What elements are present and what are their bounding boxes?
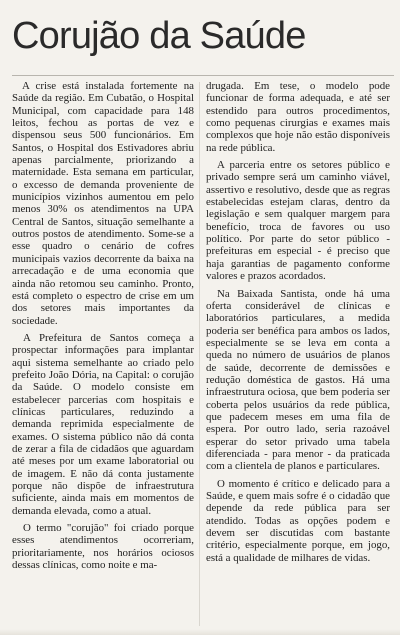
column-divider [199, 82, 200, 626]
page-edge [0, 629, 400, 635]
paragraph: O termo "corujão" foi criado porque esses atendimentos ocorreriam, prioritariamente, nos horários ociosos dessas clínicas, como noite e ma- [12, 522, 194, 572]
paragraph: drugada. Em tese, o modelo pode funcionar de forma adequada, e até ser estendido para outros procedimentos, como pequenas cirurgias e exames mais complexos que hoje não estão disponíveis na rede pública. [206, 80, 390, 154]
paragraph: O momento é crítico e delicado para a Saúde, e quem mais sofre é o cidadão que depende da rede pública para ser atendido. Todas as opções podem e devem ser discutidas com bastante critério, especialmente porque, em jogo, está a qualidade de milhares de vidas. [206, 477, 390, 564]
article-column-left [12, 80, 194, 628]
paragraph: A crise está instalada fortemente na Saúde da região. Em Cubatão, o Hospital Municipal, com capacidade para 148 leitos, fechou as portas de vez e dispensou seus 500 funcionários. Em Santos, o Hospital dos Estivadores abriu apenas parcialmente, priorizando a maternidade. Esta semana em particular, o excesso de demanda proveniente de municípios vizinhos aumentou em pelo menos 30% os atendimentos na UPA Central de Santos, situação semelhante a outros postos de atendimento. Some-se a esse quadro o cenário de cofres municipais vazios decorrente da baixa na arrecadação e de uma economia que ainda não retomou seu caminho. Pronto, está completo o espectro de crise em um dos setores mais importantes da sociedade. [12, 80, 194, 327]
paragraph: Na Baixada Santista, onde há uma oferta considerável de clínicas e laboratórios particulares, a medida poderia ser benéfica para ambos os lados, especialmente se se leva em conta a queda no número de usuários de planos de saúde, decorrente de demissões e redução doméstica de gastos. Há uma infraestrutura ociosa, que bem poderia ser coberta pelos usuários da rede pública, que padecem meses em uma fila de espera. Por outro lado, seria razoável esperar do setor privado uma tabela diferenciada - para menor - da praticada com a clientela de planos e particulares. [206, 287, 390, 473]
paragraph: A Prefeitura de Santos começa a prospectar informações para implantar aqui sistema semelhante ao criado pelo prefeito João Dória, na Capital: o corujão da Saúde. O modelo consiste em estabelecer parcerias com hospitais e clínicas particulares, reduzindo a demanda reprimida especialmente de exames. O sistema público não dá conta de zerar a fila de cidadãos que aguardam até meses por um exame laboratorial ou de imagem. E não dá conta justamente porque não dispõe de infraestrutura suficiente, ainda mais em momentos de demanda elevada, como a atual. [12, 331, 194, 517]
article-headline: Corujão da Saúde [12, 15, 306, 57]
article-column-right [206, 80, 390, 628]
headline-rule [12, 75, 394, 76]
paragraph: A parceria entre os setores público e privado sempre será um caminho viável, assertivo e resolutivo, desde que as regras estabelecidas estejam claras, dentro da legislação e sem qualquer margem para benefício, troca de favores ou uso político. Por parte do setor público - prefeituras em especial - é preciso que haja garantias de pagamento conforme valores e prazos acordados. [206, 159, 390, 283]
